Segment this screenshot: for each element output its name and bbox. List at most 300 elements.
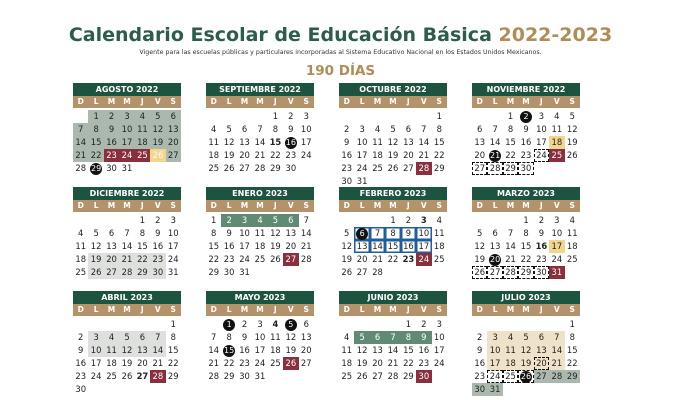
day-cell: 27	[534, 370, 549, 383]
day-cell: 26	[472, 266, 487, 279]
day-cell: 4	[569, 215, 575, 225]
day-cell: 20	[137, 358, 148, 368]
weekday-header	[206, 96, 314, 108]
day-cell: 10	[88, 344, 103, 357]
day-cell: 17	[356, 150, 368, 160]
weekday-header	[73, 200, 181, 212]
day-marker: 16	[285, 138, 296, 147]
month-5	[73, 187, 181, 291]
weekday-header	[73, 96, 181, 108]
day-cell: 19	[356, 358, 368, 368]
day-cell: 3	[436, 319, 442, 329]
day-cell: 30	[416, 370, 431, 383]
day-cell: 19	[88, 253, 103, 266]
day-cell: 18	[372, 150, 383, 160]
day-cell: 13	[285, 228, 297, 238]
day-cell: 10	[239, 228, 250, 238]
day-cell: 4	[503, 331, 518, 344]
day-cell: 27	[239, 163, 250, 173]
weekday-header	[339, 304, 447, 316]
day-cell: 24	[433, 358, 445, 368]
day-cell: 9	[241, 332, 248, 342]
day-cell: 20	[104, 253, 119, 266]
day-cell: 18	[270, 345, 281, 355]
weekday-label: D	[210, 97, 217, 106]
day-cell: 26	[341, 267, 353, 277]
day-cell: 8	[507, 124, 514, 134]
day-marker: 15	[224, 346, 235, 355]
day-cell: 19	[223, 150, 235, 160]
day-cell: 9	[155, 228, 161, 238]
day-cell: 14	[418, 137, 430, 147]
day-cell: 5	[390, 124, 396, 134]
day-cell: 17	[300, 137, 312, 147]
weekday-label: D	[343, 97, 350, 106]
day-cell: 26	[566, 150, 578, 160]
weekday-label: L	[93, 305, 99, 314]
day-cell: 2	[288, 111, 294, 121]
day-cell: 22	[433, 150, 445, 160]
day-cell: 5	[93, 228, 99, 238]
day-cell: 3	[88, 331, 103, 344]
day-cell: 6	[303, 319, 309, 329]
day-cell: 1	[523, 215, 529, 225]
day-marker: 20	[490, 255, 501, 264]
day-cell: 28	[487, 162, 502, 175]
weekday-label: J	[539, 201, 543, 210]
day-cell: 23	[285, 150, 297, 160]
day-cell	[518, 110, 533, 123]
day-cell: 19	[341, 254, 353, 264]
day-cell: 17	[433, 345, 445, 355]
day-cell: 26	[283, 357, 298, 370]
day-cell: 9	[288, 124, 294, 134]
weekday-label: J	[273, 201, 277, 210]
day-cell: 6	[166, 110, 181, 123]
weekday-label: M	[107, 201, 116, 210]
day-grid	[206, 214, 314, 292]
weekday-label: J	[406, 97, 410, 106]
day-marker: 21	[490, 151, 501, 160]
day-cell: 12	[566, 124, 578, 134]
day-cell: 23	[520, 150, 532, 160]
day-cell: 16	[75, 358, 87, 368]
day-cell: 4	[374, 124, 381, 134]
day-cell: 5	[344, 228, 350, 238]
day-cell: 3	[487, 331, 502, 344]
weekday-header	[339, 200, 447, 212]
day-cell: 8	[88, 123, 103, 136]
day-cell: 16	[520, 137, 532, 147]
weekday-label: M	[522, 201, 530, 210]
day-cell: 8	[523, 228, 529, 238]
weekday-label: V	[154, 305, 161, 314]
day-cell: 24	[90, 371, 102, 381]
day-cell: 14	[150, 344, 165, 357]
day-cell	[487, 253, 502, 266]
day-cell: 7	[211, 332, 217, 342]
day-cell: 23	[239, 358, 250, 368]
weekday-label: M	[123, 97, 131, 106]
weekday-label: V	[287, 201, 294, 210]
day-cell: 25	[503, 370, 518, 383]
day-cell: 3	[359, 124, 365, 134]
page-title	[0, 24, 681, 46]
day-cell: 30	[239, 371, 250, 381]
day-cell: 11	[104, 344, 119, 357]
month-2	[206, 83, 314, 187]
month-9	[73, 291, 181, 395]
day-cell: 9	[416, 331, 431, 344]
day-cell	[221, 344, 236, 357]
day-cell: 1	[88, 110, 103, 123]
day-cell: 11	[135, 123, 150, 136]
day-cell: 17	[90, 358, 102, 368]
day-cell: 10	[254, 332, 266, 342]
day-grid	[339, 110, 447, 188]
weekday-label: D	[77, 201, 84, 210]
day-cell: 23	[418, 358, 430, 368]
day-cell: 30	[285, 163, 297, 173]
day-grid	[472, 214, 580, 292]
day-cell: 14	[208, 345, 220, 355]
day-cell: 28	[416, 162, 431, 175]
day-cell: 8	[226, 332, 232, 342]
day-cell: 20	[403, 150, 414, 160]
day-grid	[206, 110, 314, 188]
day-cell: 18	[254, 241, 266, 251]
day-cell: 13	[534, 344, 549, 357]
day-cell: 21	[254, 150, 266, 160]
day-cell: 18	[433, 241, 445, 251]
day-cell: 5	[518, 331, 533, 344]
weekday-label: V	[420, 97, 427, 106]
day-cell: 8	[569, 332, 575, 342]
day-cell: 23	[402, 254, 415, 264]
weekday-label: S	[569, 305, 575, 314]
day-cell: 30	[518, 162, 533, 175]
day-cell: 20	[534, 357, 549, 370]
day-cell: 24	[300, 150, 312, 160]
day-cell: 2	[421, 319, 427, 329]
day-cell: 22	[520, 254, 532, 264]
day-cell: 14	[489, 137, 501, 147]
weekday-label: M	[522, 305, 530, 314]
day-cell: 27	[300, 358, 312, 368]
day-cell: 6	[283, 214, 298, 227]
day-cell: 16	[341, 150, 353, 160]
month-header: JUNIO 2023	[339, 291, 447, 304]
weekday-label: L	[93, 201, 99, 210]
day-cell: 15	[403, 345, 414, 355]
day-cell: 7	[507, 228, 514, 238]
weekday-label: S	[436, 97, 442, 106]
day-cell: 29	[208, 267, 220, 277]
day-cell: 31	[167, 267, 179, 277]
day-cell: 7	[385, 331, 400, 344]
day-cell: 29	[518, 266, 533, 279]
weekday-label: M	[256, 201, 264, 210]
day-cell: 8	[436, 124, 442, 134]
weekday-label: J	[140, 97, 144, 106]
day-cell: 12	[341, 241, 353, 251]
day-cell: 30	[223, 267, 235, 277]
day-cell: 27	[487, 266, 502, 279]
day-cell: 25	[75, 267, 87, 277]
weekday-label: L	[359, 97, 365, 106]
day-cell: 18	[208, 150, 220, 160]
day-cell: 1	[272, 111, 279, 121]
day-cell: 5	[119, 331, 134, 344]
day-cell: 14	[300, 228, 312, 238]
day-cell: 10	[416, 227, 431, 240]
day-cell: 10	[167, 228, 179, 238]
weekday-label: J	[273, 305, 277, 314]
day-cell: 15	[137, 241, 148, 251]
day-cell: 1	[139, 215, 146, 225]
day-cell: 25	[106, 371, 117, 381]
weekday-label: M	[256, 305, 264, 314]
day-cell: 7	[370, 227, 385, 240]
weekday-label: M	[506, 201, 515, 210]
day-cell: 31	[121, 163, 133, 173]
day-cell: 18	[566, 241, 578, 251]
weekday-header	[472, 200, 580, 212]
month-header: FEBRERO 2023	[339, 187, 447, 200]
day-cell: 26	[150, 149, 165, 162]
weekday-label: S	[170, 305, 176, 314]
weekday-label: V	[420, 305, 427, 314]
day-cell: 27	[283, 253, 298, 266]
day-cell: 15	[385, 240, 400, 253]
day-cell: 26	[88, 266, 103, 279]
day-cell: 2	[477, 332, 483, 342]
day-cell: 12	[356, 345, 368, 355]
day-cell: 28	[254, 163, 266, 173]
day-cell: 25	[433, 254, 445, 264]
day-cell: 1	[569, 319, 575, 329]
day-cell: 17	[549, 240, 564, 253]
day-cell: 28	[208, 371, 220, 381]
day-cell: 28	[75, 163, 87, 173]
day-cell: 21	[300, 241, 312, 251]
day-cell: 23	[75, 371, 87, 381]
day-cell: 4	[211, 124, 217, 134]
day-cell: 20	[285, 241, 297, 251]
weekday-label: J	[406, 305, 410, 314]
day-cell: 27	[166, 149, 181, 162]
title-year: 2022-2023	[498, 24, 613, 46]
day-cell: 27	[372, 371, 383, 381]
weekday-header	[339, 96, 447, 108]
day-cell: 17	[254, 345, 266, 355]
day-cell: 11	[433, 228, 445, 238]
day-cell: 13	[106, 241, 117, 251]
day-cell: 20	[166, 136, 181, 149]
day-marker: 2	[520, 111, 532, 123]
day-cell: 10	[433, 332, 445, 342]
day-cell: 30	[75, 384, 87, 394]
day-cell: 27	[472, 162, 487, 175]
day-cell: 8	[272, 124, 279, 134]
day-cell: 21	[387, 358, 399, 368]
weekday-header	[472, 96, 580, 108]
day-cell: 7	[73, 123, 88, 136]
day-cell: 7	[124, 228, 130, 238]
day-cell: 9	[523, 124, 529, 134]
weekday-label: M	[506, 305, 515, 314]
day-cell: 28	[150, 370, 165, 383]
day-cell: 24	[534, 149, 549, 162]
weekday-label: S	[436, 201, 442, 210]
day-cell: 1	[436, 111, 442, 121]
day-cell: 17	[119, 136, 134, 149]
weekday-label: S	[436, 305, 442, 314]
day-cell: 20	[372, 358, 383, 368]
day-cell: 3	[303, 111, 309, 121]
day-cell: 27	[356, 267, 368, 277]
month-header: JULIO 2023	[472, 291, 580, 304]
day-cell: 19	[518, 357, 533, 370]
weekday-label: M	[389, 201, 397, 210]
day-cell: 9	[477, 345, 483, 355]
day-cell: 2	[538, 215, 545, 225]
day-cell: 22	[387, 254, 399, 264]
day-cell: 13	[489, 241, 501, 251]
day-cell: 25	[270, 358, 281, 368]
day-cell	[221, 318, 236, 331]
month-header: OCTUBRE 2022	[339, 83, 447, 96]
day-cell: 24	[487, 370, 502, 383]
weekday-label: M	[389, 305, 397, 314]
day-cell: 14	[387, 345, 399, 355]
day-cell: 9	[226, 228, 232, 238]
day-cell: 3	[554, 215, 560, 225]
days-total: 190 DÍAS	[305, 63, 376, 79]
month-header: ABRIL 2023	[73, 291, 181, 304]
weekday-label: D	[77, 305, 84, 314]
day-cell: 13	[403, 137, 414, 147]
day-cell: 21	[418, 150, 430, 160]
day-grid	[73, 110, 181, 188]
day-cell: 12	[150, 123, 165, 136]
day-cell: 10	[300, 124, 312, 134]
weekday-label: L	[226, 305, 232, 314]
month-10	[206, 291, 314, 395]
day-cell: 22	[566, 358, 578, 368]
weekday-label: V	[420, 201, 427, 210]
day-cell: 15	[566, 345, 578, 355]
weekday-label: D	[210, 201, 217, 210]
day-cell: 13	[354, 240, 369, 253]
weekday-label: V	[287, 97, 294, 106]
day-cell: 31	[356, 176, 368, 186]
day-cell: 19	[474, 254, 486, 264]
weekday-label: V	[553, 305, 560, 314]
day-cell: 10	[536, 124, 547, 134]
day-cell: 8	[170, 332, 176, 342]
day-cell: 11	[75, 241, 87, 251]
day-cell: 31	[254, 371, 266, 381]
day-cell: 5	[569, 111, 575, 121]
weekday-header	[472, 304, 580, 316]
month-6	[206, 187, 314, 291]
day-cell: 4	[344, 332, 350, 342]
weekday-label: L	[226, 201, 232, 210]
day-cell: 12	[119, 344, 134, 357]
day-cell: 10	[119, 123, 134, 136]
day-cell: 29	[270, 163, 281, 173]
weekday-label: D	[476, 305, 483, 314]
day-cell: 3	[257, 319, 263, 329]
day-grid	[206, 318, 314, 396]
weekday-header	[206, 304, 314, 316]
weekday-label: M	[256, 97, 264, 106]
day-cell: 15	[433, 137, 445, 147]
day-cell: 12	[270, 228, 281, 238]
day-cell: 29	[135, 266, 150, 279]
weekday-label: L	[93, 97, 99, 106]
month-header: NOVIEMBRE 2022	[472, 83, 580, 96]
day-cell: 16	[418, 345, 430, 355]
day-cell: 26	[270, 254, 281, 264]
day-cell: 11	[254, 228, 266, 238]
month-header: AGOSTO 2022	[73, 83, 181, 96]
day-cell: 22	[88, 149, 103, 162]
day-cell: 21	[152, 358, 164, 368]
day-cell: 6	[477, 124, 483, 134]
day-cell: 31	[549, 266, 564, 279]
day-cell: 21	[505, 254, 516, 264]
weekday-label: S	[303, 305, 309, 314]
day-cell: 12	[474, 241, 486, 251]
month-1	[73, 83, 181, 187]
day-cell: 8	[385, 227, 400, 240]
day-cell: 2	[241, 319, 248, 329]
weekday-header	[206, 200, 314, 212]
day-cell: 21	[549, 357, 564, 370]
month-3	[339, 83, 447, 187]
day-cell: 20	[356, 254, 368, 264]
day-cell: 17	[167, 241, 179, 251]
day-cell: 8	[139, 228, 146, 238]
day-cell: 30	[341, 176, 353, 186]
day-cell: 20	[474, 150, 486, 160]
day-marker: 5	[285, 319, 297, 331]
day-cell	[283, 318, 298, 331]
day-cell: 11	[503, 344, 518, 357]
day-cell: 15	[88, 136, 103, 149]
weekday-label: V	[287, 305, 294, 314]
day-cell: 7	[257, 124, 263, 134]
day-cell: 11	[341, 345, 353, 355]
day-cell: 6	[405, 124, 412, 134]
month-header: SEPTIEMBRE 2022	[206, 83, 314, 96]
day-cell: 22	[505, 150, 516, 160]
day-cell: 19	[150, 136, 165, 149]
day-grid	[73, 214, 181, 292]
day-cell: 28	[119, 266, 134, 279]
day-cell: 29	[403, 371, 414, 381]
day-cell: 24	[254, 358, 266, 368]
day-cell: 16	[104, 136, 119, 149]
day-cell: 28	[300, 254, 312, 264]
day-marker: 6	[356, 228, 368, 240]
day-cell: 7	[492, 124, 498, 134]
month-header: MAYO 2023	[206, 291, 314, 304]
day-cell: 16	[152, 241, 164, 251]
day-cell: 14	[549, 344, 564, 357]
